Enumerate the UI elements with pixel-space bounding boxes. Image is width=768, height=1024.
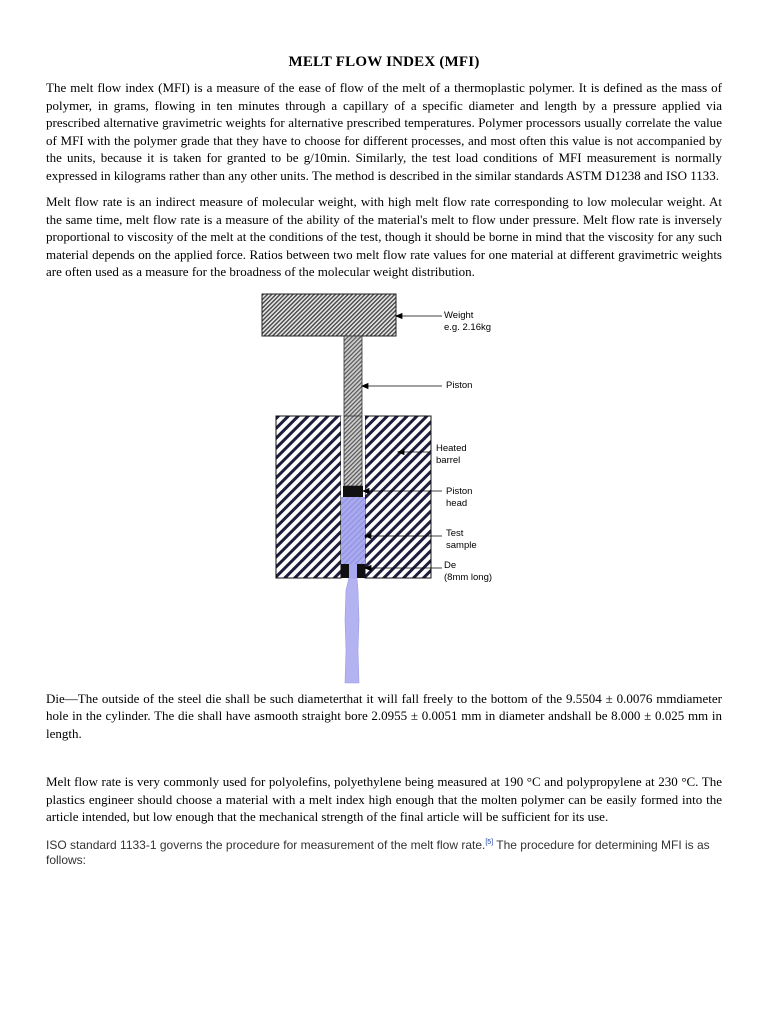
reference-link[interactable]: [5]: [485, 838, 494, 846]
barrel-right: [365, 416, 431, 578]
piston-label: Piston: [446, 379, 473, 391]
test-sample: [341, 497, 365, 564]
barrel-left: [276, 416, 341, 578]
document-page: [46, 50, 722, 868]
page-title: MELT FLOW INDEX (MFI): [288, 54, 480, 70]
test-sample-label: Test sample: [446, 527, 477, 551]
piston-head-label: Piston head: [446, 485, 473, 509]
paragraph-polyolefins: Melt flow rate is very commonly used for polyolefins, polyethylene being measured at 190 °C and polypropylene at 230 °C. The plastics engineer should choose a material with a melt index high enough that the molten polymer can be easily formed into the article intended, but low enough that the mechanical strength of the final article will be sufficient for its use.: [46, 774, 722, 824]
paragraph-molecular-weight: Melt flow rate is an indirect measure of molecular weight, with high melt flow rate corresponding to low molecular weight. At the same time, melt flow rate is a measure of the ability of the material's melt to flow under pressure. Melt flow rate is inversely proportional to viscosity of the melt at the conditions of the test, though it should be borne in mind that the viscosity for any such material depends on the applied force. Ratios between two melt flow rate values for one material at different gravimetric weights are often used as a measure for the broadness of the molecular weight distribution.: [46, 194, 722, 279]
paragraph-iso-standard: ISO standard 1133-1 governs the procedure for measurement of the melt flow rate.[5] The procedure for determining MFI is as follows:: [46, 837, 710, 867]
apparatus-drawing: [46, 290, 722, 690]
heated-barrel-label: Heated barrel: [436, 442, 467, 466]
paragraph-definition: The melt flow index (MFI) is a measure of the ease of flow of the melt of a thermoplastic polymer. It is defined as the mass of polymer, in grams, flowing in ten minutes through a capillary of a specific diameter and length by a pressure applied via prescribed alternative gravimetric weights for alternative prescribed temperatures. Polymer processors usually correlate the value of MFI with the polymer grade that they have to choose for different processes, and most often this value is not accompanied by the units, because it is taken for granted to be g/10min. Similarly, the test load conditions of MFI measurement is normally expressed in kilograms rather than any other units. The method is described in the similar standards ASTM D1238 and ISO 1133.: [46, 80, 722, 183]
paragraph-die: Die—The outside of the steel die shall be such diameterthat it will fall freely to the bottom of the 9.5504 ± 0.0076 mmdiameter hole in the cylinder. The die shall have asmooth straight bore 2.0955 ± 0.0051 mm in diameter andshall be 8.000 ± 0.025 mm in length.: [46, 690, 722, 741]
weight-block: [262, 294, 396, 336]
mfi-apparatus-diagram: [46, 290, 722, 690]
weight-label: Weight e.g. 2.16kg: [444, 309, 492, 333]
piston-head: [343, 486, 363, 497]
die-label: De (8mm long): [444, 559, 493, 583]
extrudate: [345, 578, 359, 683]
die-right: [357, 564, 365, 578]
die-left: [341, 564, 349, 578]
